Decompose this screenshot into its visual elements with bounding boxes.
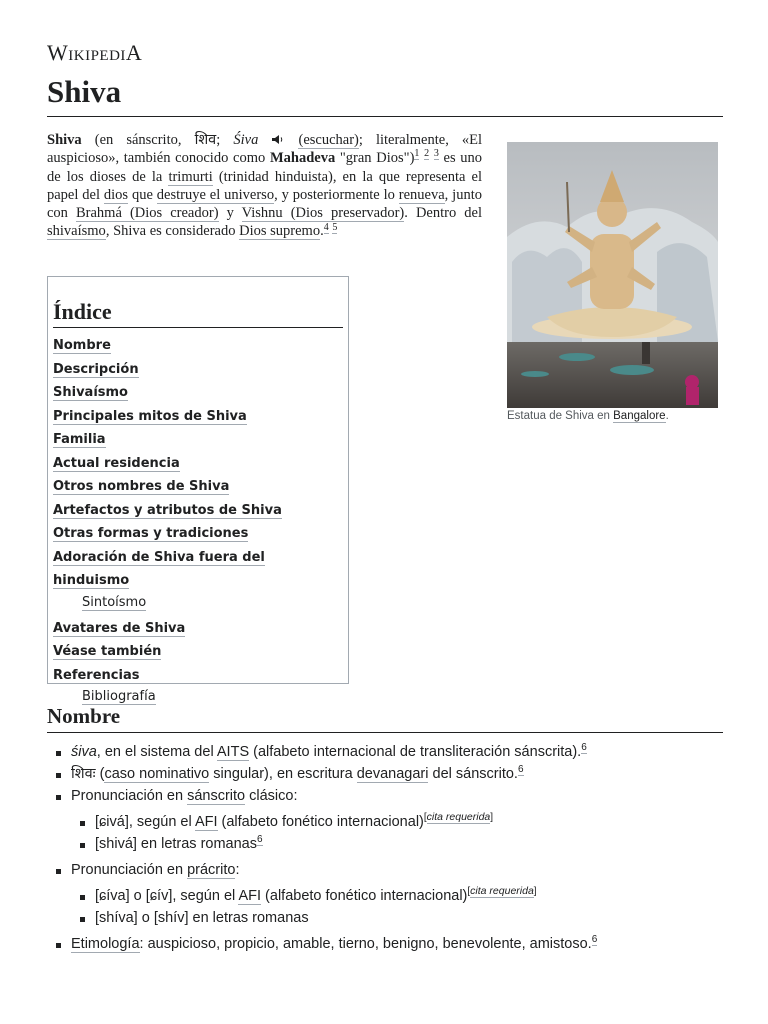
table-of-contents (47, 276, 349, 704)
intro-iast: Śiva (233, 132, 259, 148)
page-title: Shiva (47, 74, 122, 109)
list-text: [shivá] en letras romanas (95, 836, 257, 852)
intro-text: (trinidad hinduista), en la que representa el papel del (47, 168, 483, 203)
wordmark-a: A (125, 40, 143, 65)
vishnu-link[interactable]: Vishnu (Dios preservador) (241, 205, 405, 222)
intro-text: ; (216, 132, 234, 148)
toc-item-label: Artefactos y atributos de Shiva (53, 502, 282, 518)
toc-item-label: Otras formas y tradiciones (53, 526, 249, 541)
wordmark-rest: ikipedi (68, 40, 126, 65)
ref-link[interactable]: 6 (257, 834, 263, 846)
list-item (47, 785, 727, 855)
ref-link[interactable]: 3 (433, 148, 439, 160)
nombre-list (47, 741, 727, 955)
list-item (47, 763, 727, 785)
toc-item[interactable] (53, 334, 343, 358)
list-text: ( (95, 766, 105, 782)
intro-text: . (320, 223, 324, 240)
intro-text: , y posteriormente lo (274, 186, 399, 203)
intro-bold-mahadeva: Mahadeva (269, 150, 336, 167)
list-item: [ɕivá], según el AFI (alfabeto fonético internacional)[cita requerida] (71, 811, 727, 833)
list-text: Pronunciación en (71, 788, 188, 804)
toc-item-label: Otros nombres de Shiva (53, 479, 230, 494)
nested-list (71, 885, 727, 929)
section-heading-nombre: Nombre (47, 704, 121, 728)
toc-item[interactable] (53, 405, 343, 429)
list-text: [ɕíva] o [ɕív], según el (95, 888, 239, 904)
dios-supremo-link[interactable]: Dios supremo (239, 223, 321, 240)
toc-item[interactable] (53, 358, 343, 382)
toc-item-label: Principales mitos de Shiva (53, 408, 247, 424)
toc-item[interactable] (53, 381, 343, 405)
toc-item[interactable] (53, 546, 343, 593)
bangalore-link[interactable]: Bangalore (613, 410, 666, 422)
toc-item-label: Nombre (53, 338, 111, 353)
list-item (47, 933, 727, 955)
shiva-statue-image[interactable] (507, 142, 718, 408)
afi-link[interactable]: AFI (238, 888, 262, 904)
ref-link[interactable]: 1 (414, 148, 420, 160)
figure-caption (507, 410, 719, 422)
intro-text: es uno de los dioses de la (47, 150, 483, 185)
intro-text: , junto con (47, 186, 482, 222)
cita-requerida-link[interactable]: cita requerida (426, 811, 491, 824)
brahma-link[interactable]: Brahmá (Dios creador) (76, 205, 219, 222)
list-text: (alfabeto internacional de transliteración sánscrita). (249, 744, 582, 760)
intro-text: . Dentro del (404, 205, 482, 222)
list-item (71, 833, 727, 855)
list-item (47, 859, 727, 929)
toc-item[interactable] (53, 475, 343, 499)
devanagari-term: शिवः (71, 766, 96, 782)
toc-item[interactable] (53, 664, 343, 688)
intro-text: que (128, 186, 157, 203)
caption-text: . (665, 410, 669, 422)
toc-item[interactable] (53, 617, 343, 641)
toc-item[interactable] (53, 428, 343, 452)
intro-text: , Shiva es considerado (105, 223, 240, 240)
ref-link[interactable]: 5 (332, 221, 338, 233)
list-item (47, 741, 727, 763)
cita-requerida-link[interactable]: cita requerida (470, 885, 534, 898)
iast-term: śiva (71, 744, 97, 760)
list-item (71, 907, 727, 929)
dios-link[interactable]: dios (103, 186, 129, 203)
list-item: [ɕíva] o [ɕív], según el AFI (alfabeto fonético internacional)[cita requerida] (71, 885, 727, 907)
list-text: (alfabeto fonético internacional) (217, 814, 424, 830)
toc-item-label: Sintoísmo (82, 594, 147, 610)
ref-link[interactable]: 2 (424, 148, 430, 160)
toc-list (53, 334, 343, 706)
caption-text: Estatua de Shiva en (507, 410, 614, 422)
toc-item-label: Actual residencia (53, 455, 180, 471)
list-text: Pronunciación en (71, 862, 188, 878)
list-text: [ɕivá], según el (95, 814, 195, 830)
toc-item-label: Familia (53, 432, 106, 447)
caso-nominativo-link[interactable]: caso nominativo (104, 766, 210, 782)
toc-item[interactable] (53, 522, 343, 546)
list-text: : (235, 862, 240, 878)
intro-bold-shiva: Shiva (47, 132, 82, 148)
ref-link[interactable]: 6 (581, 742, 587, 754)
toc-item-label: Véase también (53, 644, 162, 659)
toc-item[interactable] (53, 452, 343, 476)
toc-item-label: Avatares de Shiva (53, 620, 186, 636)
intro-devanagari: शिव (194, 132, 217, 148)
toc-item[interactable] (53, 640, 343, 664)
ref-link[interactable]: 4 (323, 221, 329, 233)
renueva-link[interactable]: renueva (398, 186, 445, 203)
etimologia-link[interactable]: Etimología (71, 936, 140, 952)
escuchar-link[interactable]: (escuchar) (298, 132, 359, 148)
pracrito-link[interactable]: prácrito (187, 862, 236, 878)
toc-subitem[interactable] (53, 593, 343, 612)
intro-text: ; literalmente, «El auspicioso», también conocido como (47, 132, 483, 167)
ref-link[interactable]: 6 (591, 934, 598, 946)
ref-link[interactable]: 6 (517, 764, 524, 776)
toc-title: Índice (53, 299, 343, 328)
list-text: (alfabeto fonético internacional) (261, 888, 468, 904)
list-text: del sánscrito. (428, 766, 518, 782)
toc-item-label: Descripción (53, 361, 139, 377)
afi-link[interactable]: AFI (194, 814, 218, 830)
list-text: [shíva] o [shív] en letras romanas (95, 910, 309, 926)
toc-item-label: Adoración de Shiva fuera del hinduismo (53, 549, 265, 588)
nested-list (71, 811, 727, 855)
speaker-icon[interactable] (271, 132, 285, 143)
intro-text: "gran Dios") (335, 150, 415, 167)
list-text: singular), en escritura (209, 766, 357, 782)
trimurti-link[interactable]: trimurti (168, 168, 213, 185)
title-divider (47, 116, 723, 117)
devanagari-link[interactable]: devanagari (356, 766, 429, 782)
wikipedia-wordmark[interactable] (47, 40, 142, 66)
infobox-figure (507, 142, 719, 422)
toc-item-label: Referencias (53, 667, 140, 683)
shivaismo-link[interactable]: shivaísmo (47, 223, 106, 240)
intro-text: y (218, 205, 242, 222)
destruye-link[interactable]: destruye el universo (156, 186, 275, 203)
list-text: : auspicioso, propicio, amable, tierno, benigno, benevolente, amistoso. (139, 936, 592, 952)
aits-link[interactable]: AITS (216, 744, 250, 760)
list-text: clásico: (245, 788, 298, 804)
toc-item[interactable] (53, 499, 343, 523)
intro-paragraph (47, 131, 482, 241)
toc-item-label: Shivaísmo (53, 385, 128, 400)
toc-item-label: Bibliografía (82, 689, 156, 704)
wordmark-w: W (47, 40, 69, 65)
section-divider (47, 732, 723, 733)
sanscrito-link[interactable]: sánscrito (187, 788, 246, 804)
list-text: , en el sistema del (96, 744, 217, 760)
intro-text: (en sánscrito, (81, 132, 195, 148)
